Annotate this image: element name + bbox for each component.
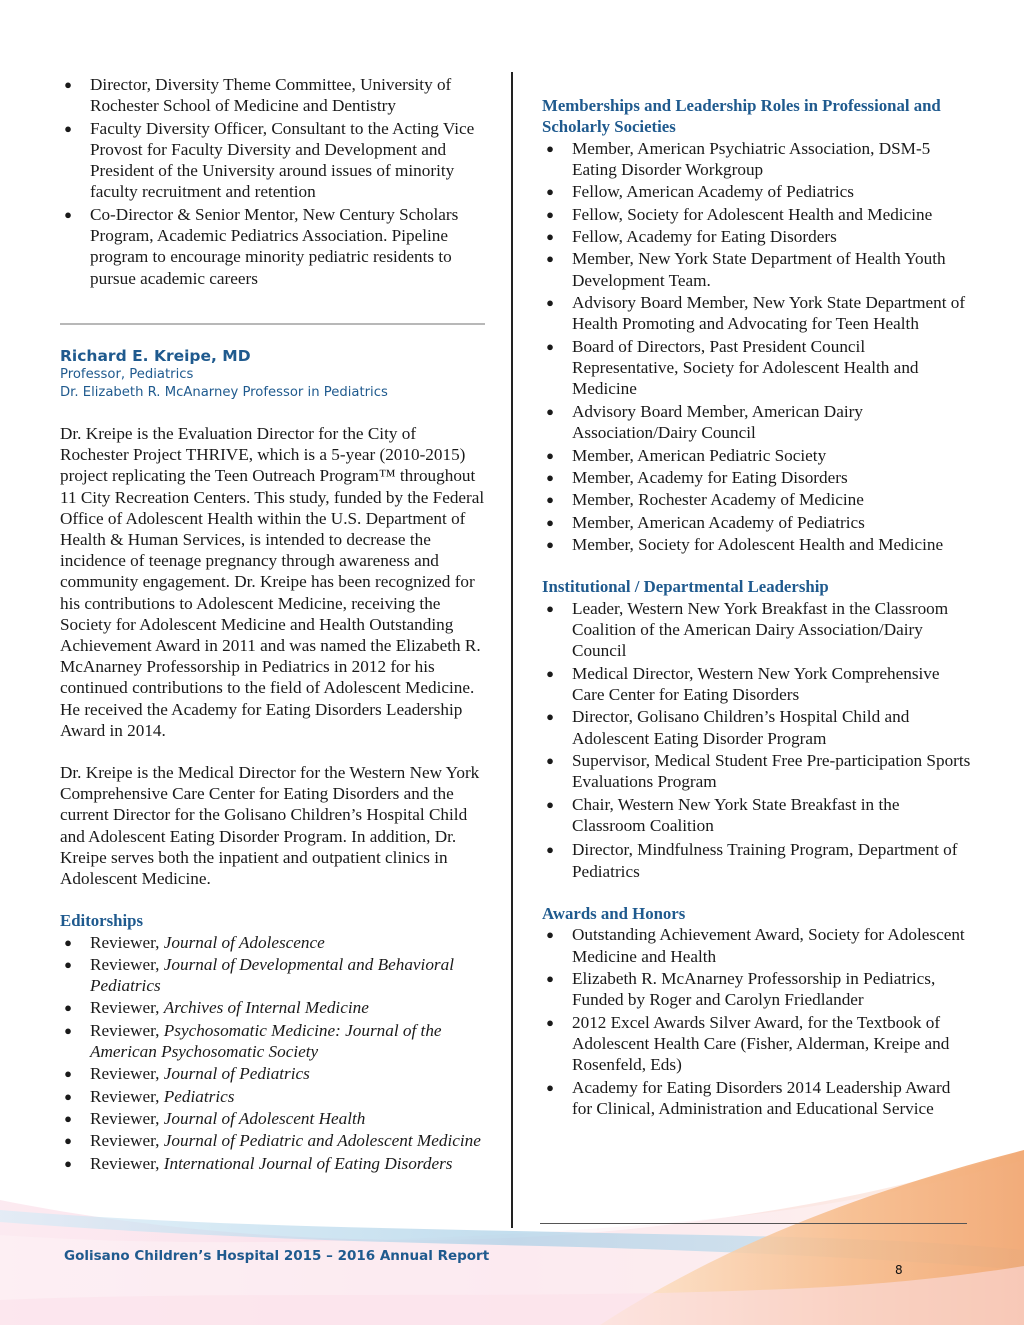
list-item: ● Member, New York State Department of Health Youth Development Team. — [542, 248, 972, 291]
bullet-icon: ● — [546, 295, 554, 311]
bullet-icon: ● — [546, 665, 554, 681]
bullet-icon: ● — [546, 842, 554, 858]
list-item: ● Reviewer, Journal of Adolescent Health — [60, 1108, 485, 1129]
list-item: ● Advisory Board Member, New York State Department of Health Promoting and Advocating for Teen Health — [542, 292, 972, 335]
bullet-icon: ● — [64, 1155, 72, 1171]
bullet-icon: ● — [546, 338, 554, 354]
list-item: ● Leader, Western New York Breakfast in the Classroom Coalition of the American Dairy Association/Dairy Council — [542, 598, 972, 662]
list-item: ● Fellow, Society for Adolescent Health and Medicine — [542, 204, 972, 225]
bullet-icon: ● — [64, 1066, 72, 1082]
bullet-icon: ● — [64, 1133, 72, 1149]
bullet-icon: ● — [546, 492, 554, 508]
list-item: ● Director, Mindfulness Training Program, Department of Pediatrics — [542, 839, 972, 882]
list-item: ● Supervisor, Medical Student Free Pre-participation Sports Evaluations Program — [542, 750, 972, 793]
bullet-icon: ● — [546, 447, 554, 463]
institutional-list — [542, 598, 972, 882]
list-item: ● Reviewer, Psychosomatic Medicine: Journal of the American Psychosomatic Society — [60, 1020, 485, 1063]
list-item: ● Medical Director, Western New York Comprehensive Care Center for Eating Disorders — [542, 663, 972, 706]
bullet-icon: ● — [546, 251, 554, 267]
list-item: ● Elizabeth R. McAnarney Professorship in Pediatrics, Funded by Roger and Carolyn Friedlander — [542, 968, 972, 1011]
bullet-icon: ● — [546, 184, 554, 200]
diversity-list — [60, 74, 485, 289]
bullet-icon: ● — [64, 77, 72, 92]
bullet-icon: ● — [546, 140, 554, 156]
list-item: ● Reviewer, Journal of Adolescence — [60, 932, 485, 953]
bullet-icon: ● — [546, 971, 554, 987]
bullet-icon: ● — [546, 927, 554, 943]
right-column — [542, 95, 972, 1120]
list-item: ● Reviewer, Archives of Internal Medicine — [60, 997, 485, 1018]
bullet-icon: ● — [64, 1000, 72, 1016]
list-item: ● Director, Diversity Theme Committee, University of Rochester School of Medicine and Dentistry — [60, 74, 485, 117]
list-item: ● Outstanding Achievement Award, Society for Adolescent Medicine and Health — [542, 924, 972, 967]
list-item: ● Member, American Pediatric Society — [542, 445, 972, 466]
list-item: ● Chair, Western New York State Breakfast in the Classroom Coalition — [542, 794, 972, 837]
list-item: ● Reviewer, Pediatrics — [60, 1086, 485, 1107]
bullet-icon: ● — [64, 1110, 72, 1126]
column-divider — [511, 72, 513, 1228]
list-item: ● Reviewer, Journal of Pediatric and Adolescent Medicine — [60, 1130, 485, 1151]
person-endowed-title: Dr. Elizabeth R. McAnarney Professor in Pediatrics — [60, 384, 388, 400]
bullet-icon: ● — [64, 956, 72, 972]
bullet-icon: ● — [546, 537, 554, 553]
memberships-list — [542, 138, 972, 556]
footer-rule — [540, 1223, 967, 1224]
list-item: ● Member, Academy for Eating Disorders — [542, 467, 972, 488]
list-item: ● 2012 Excel Awards Silver Award, for the Textbook of Adolescent Health Care (Fisher, Alderman, Kreipe and Rosenfeld, Eds) — [542, 1012, 972, 1076]
footer-report-title: Golisano Children’s Hospital 2015 – 2016 Annual Report — [64, 1248, 490, 1264]
bullet-icon: ● — [546, 600, 554, 616]
list-item: ● Member, American Psychiatric Association, DSM-5 Eating Disorder Workgroup — [542, 138, 972, 181]
bullet-icon: ● — [64, 934, 72, 950]
editorships-heading: Editorships — [60, 911, 144, 931]
bullet-icon: ● — [64, 120, 72, 136]
list-item: ● Member, American Academy of Pediatrics — [542, 512, 972, 533]
bullet-icon: ● — [64, 1088, 72, 1104]
bullet-icon: ● — [546, 753, 554, 769]
bullet-icon: ● — [64, 206, 72, 222]
bio-paragraph: Dr. Kreipe is the Evaluation Director for the City of Rochester Project THRIVE, which is a 5-year (2010-2015) project replicating the Teen Outreach Program™ throughout 11 City Recreation Centers. This study, funded by the Federal Office of Adolescent Health within the U.S. Department of Health & Human Services, is intended to decrease the incidence of teenage pregnancy through awareness and community engagement. Dr. Kreipe has been recognized for his contributions to Adolescent Medicine, receiving the Society for Adolescent Medicine and Health Outstanding Achievement Award in 2011 and was named the Elizabeth R. McAnarney Professorship in Pediatrics in 2012 for his continued contributions to the field of Adolescent Medicine. He received the Academy for Eating Disorders Leadership Award in 2014. — [60, 423, 485, 740]
awards-list — [542, 924, 972, 1119]
editorships-list — [60, 932, 485, 1174]
bullet-icon: ● — [546, 1014, 554, 1030]
bullet-icon: ● — [546, 206, 554, 222]
bullet-icon: ● — [546, 469, 554, 485]
list-item: ● Faculty Diversity Officer, Consultant to the Acting Vice Provost for Faculty Diversity and Development and President of the University around issues of minority faculty recruitment and retention — [60, 118, 485, 203]
awards-heading: Awards and Honors — [542, 904, 686, 924]
list-item: ● Member, Society for Adolescent Health and Medicine — [542, 534, 972, 555]
bullet-icon: ● — [546, 403, 554, 419]
bullet-icon: ● — [546, 229, 554, 245]
institutional-heading: Institutional / Departmental Leadership — [542, 577, 829, 597]
list-item: ● Advisory Board Member, American Dairy Association/Dairy Council — [542, 401, 972, 444]
bio-paragraph: Dr. Kreipe is the Medical Director for the Western New York Comprehensive Care Center for Eating Disorders and the current Director for the Golisano Children’s Hospital Child and Adolescent Eating Disorder Program. In addition, Dr. Kreipe serves both the inpatient and outpatient clinics in Adolescent Medicine. — [60, 763, 480, 889]
list-item: ● Reviewer, Journal of Developmental and Behavioral Pediatrics — [60, 954, 485, 997]
list-item: ● Member, Rochester Academy of Medicine — [542, 489, 972, 510]
list-item: ● Reviewer, Journal of Pediatrics — [60, 1063, 485, 1084]
person-name: Richard E. Kreipe, MD — [60, 346, 251, 365]
left-column — [60, 74, 485, 1175]
list-item: ● Reviewer, International Journal of Eating Disorders — [60, 1153, 485, 1174]
list-item: ● Board of Directors, Past President Council Representative, Society for Adolescent Health and Medicine — [542, 336, 972, 400]
bullet-icon: ● — [546, 709, 554, 725]
memberships-heading: Memberships and Leadership Roles in Professional and Scholarly Societies — [542, 96, 941, 137]
list-item: ● Director, Golisano Children’s Hospital Child and Adolescent Eating Disorder Program — [542, 706, 972, 749]
page-number: 8 — [895, 1263, 903, 1277]
list-item: ● Fellow, American Academy of Pediatrics — [542, 181, 972, 202]
bullet-icon: ● — [546, 796, 554, 812]
bullet-icon: ● — [64, 1022, 72, 1038]
bullet-icon: ● — [546, 514, 554, 530]
bullet-icon: ● — [546, 1079, 554, 1095]
list-item: ● Co-Director & Senior Mentor, New Century Scholars Program, Academic Pediatrics Association. Pipeline program to encourage minority pediatric residents to pursue academic careers — [60, 204, 485, 289]
person-title: Professor, Pediatrics — [60, 366, 194, 382]
list-item: ● Fellow, Academy for Eating Disorders — [542, 226, 972, 247]
list-item: ● Academy for Eating Disorders 2014 Leadership Award for Clinical, Administration and Educational Service — [542, 1077, 972, 1120]
